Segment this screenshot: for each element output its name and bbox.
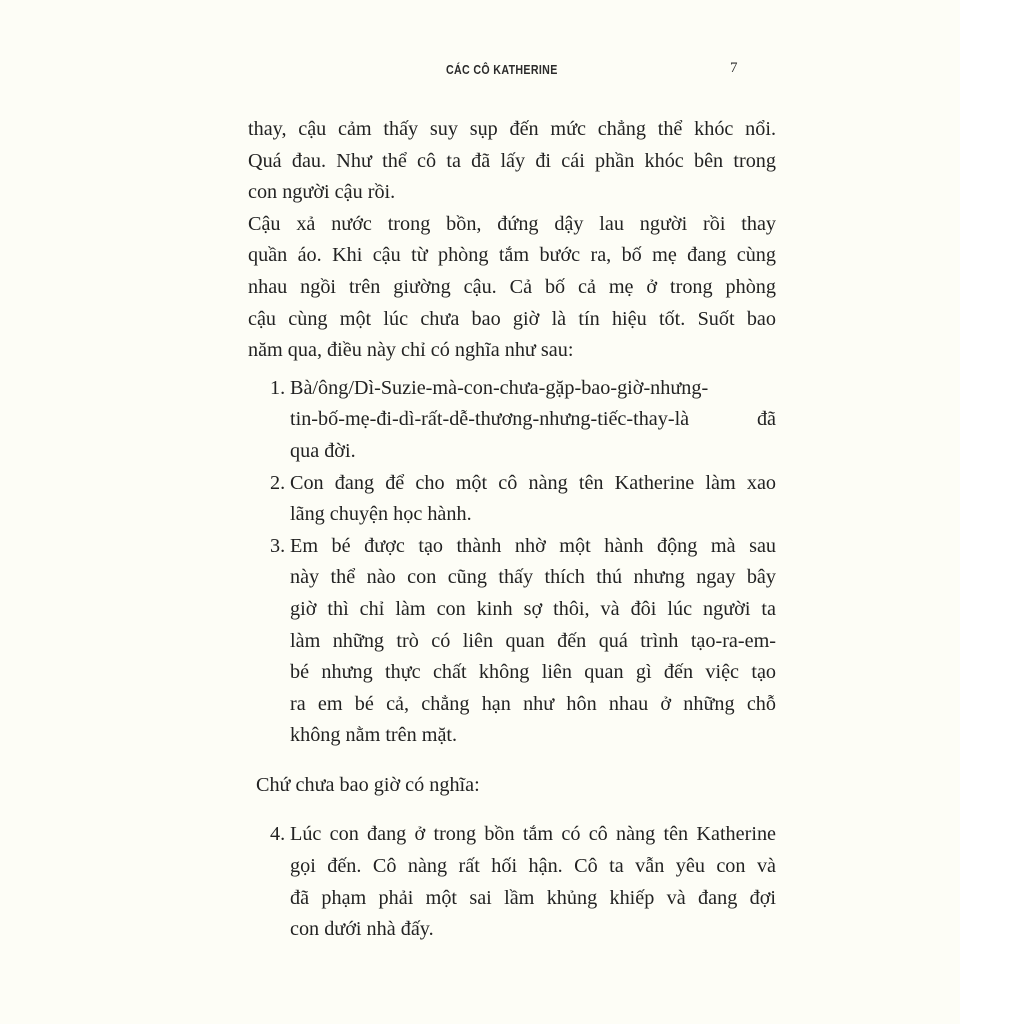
list-item-number: 1. [270, 376, 286, 399]
text-line: cậu cùng một lúc chưa bao giờ là tín hiệu tốt. Suốt bao [248, 307, 776, 330]
list-item [248, 468, 776, 531]
text-line: Bà/ông/Dì-Suzie-mà-con-chưa-gặp-bao-giờ-nhưng- [290, 376, 709, 399]
text-line: lãng chuyện học hành. [290, 503, 472, 526]
text-line: làm những trò có liên quan đến quá trình tạo-ra-em- [290, 629, 776, 652]
list-item [248, 531, 776, 752]
text-line: không nằm trên mặt. [290, 724, 458, 747]
text-line: Chứ chưa bao giờ có nghĩa: [256, 773, 480, 796]
text-line: Cậu xả nước trong bồn, đứng dậy lau người rồi thay [248, 212, 776, 235]
running-header-title: CÁC CÔ KATHERINE [446, 62, 558, 77]
text-line: ra em bé cả, chẳng hạn như hôn nhau ở những chỗ [290, 692, 776, 715]
list-item [248, 819, 776, 945]
text-line: bé nhưng thực chất không liên quan gì đến việc tạo [290, 661, 776, 684]
text-line: quần áo. Khi cậu từ phòng tắm bước ra, bố mẹ đang cùng [248, 244, 776, 267]
paragraph [248, 770, 776, 802]
paragraph [248, 114, 776, 209]
text-line: nhau ngồi trên giường cậu. Cả bố cả mẹ ở trong phòng [248, 275, 776, 298]
text-line: giờ thì chỉ làm con kinh sợ thôi, và đôi lúc người ta [290, 597, 776, 620]
text-line: qua đời. [290, 439, 356, 462]
text-line: tin-bố-mẹ-đi-dì-rất-dễ-thương-nhưng-tiếc-thay-là đã [290, 408, 776, 431]
paragraph [248, 209, 776, 367]
page-number: 7 [730, 60, 738, 76]
text-line: đã phạm phải một sai lầm khủng khiếp và đang đợi [290, 886, 776, 909]
page-margin-edge [960, 0, 1024, 1024]
text-line: Quá đau. Như thể cô ta đã lấy đi cái phần khóc bên trong [248, 149, 776, 172]
list-item-number: 3. [270, 534, 286, 557]
text-line: này thể nào con cũng thấy thích thú nhưng ngay bây [290, 566, 776, 589]
text-line: Lúc con đang ở trong bồn tắm có cô nàng tên Katherine [290, 823, 776, 846]
text-line: Con đang để cho một cô nàng tên Katherine làm xao [290, 471, 776, 494]
body-text [248, 114, 776, 946]
text-line: con người cậu rồi. [248, 181, 396, 204]
text-line: Em bé được tạo thành nhờ một hành động mà sau [290, 534, 776, 557]
text-line: năm qua, điều này chỉ có nghĩa như sau: [248, 339, 574, 362]
list-item-number: 4. [270, 823, 286, 846]
list-item [248, 373, 776, 468]
list-item-number: 2. [270, 471, 286, 494]
text-line: con dưới nhà đấy. [290, 918, 434, 941]
text-line: thay, cậu cảm thấy suy sụp đến mức chẳng thể khóc nổi. [248, 118, 776, 140]
text-line: gọi đến. Cô nàng rất hối hận. Cô ta vẫn yêu con và [290, 855, 776, 878]
